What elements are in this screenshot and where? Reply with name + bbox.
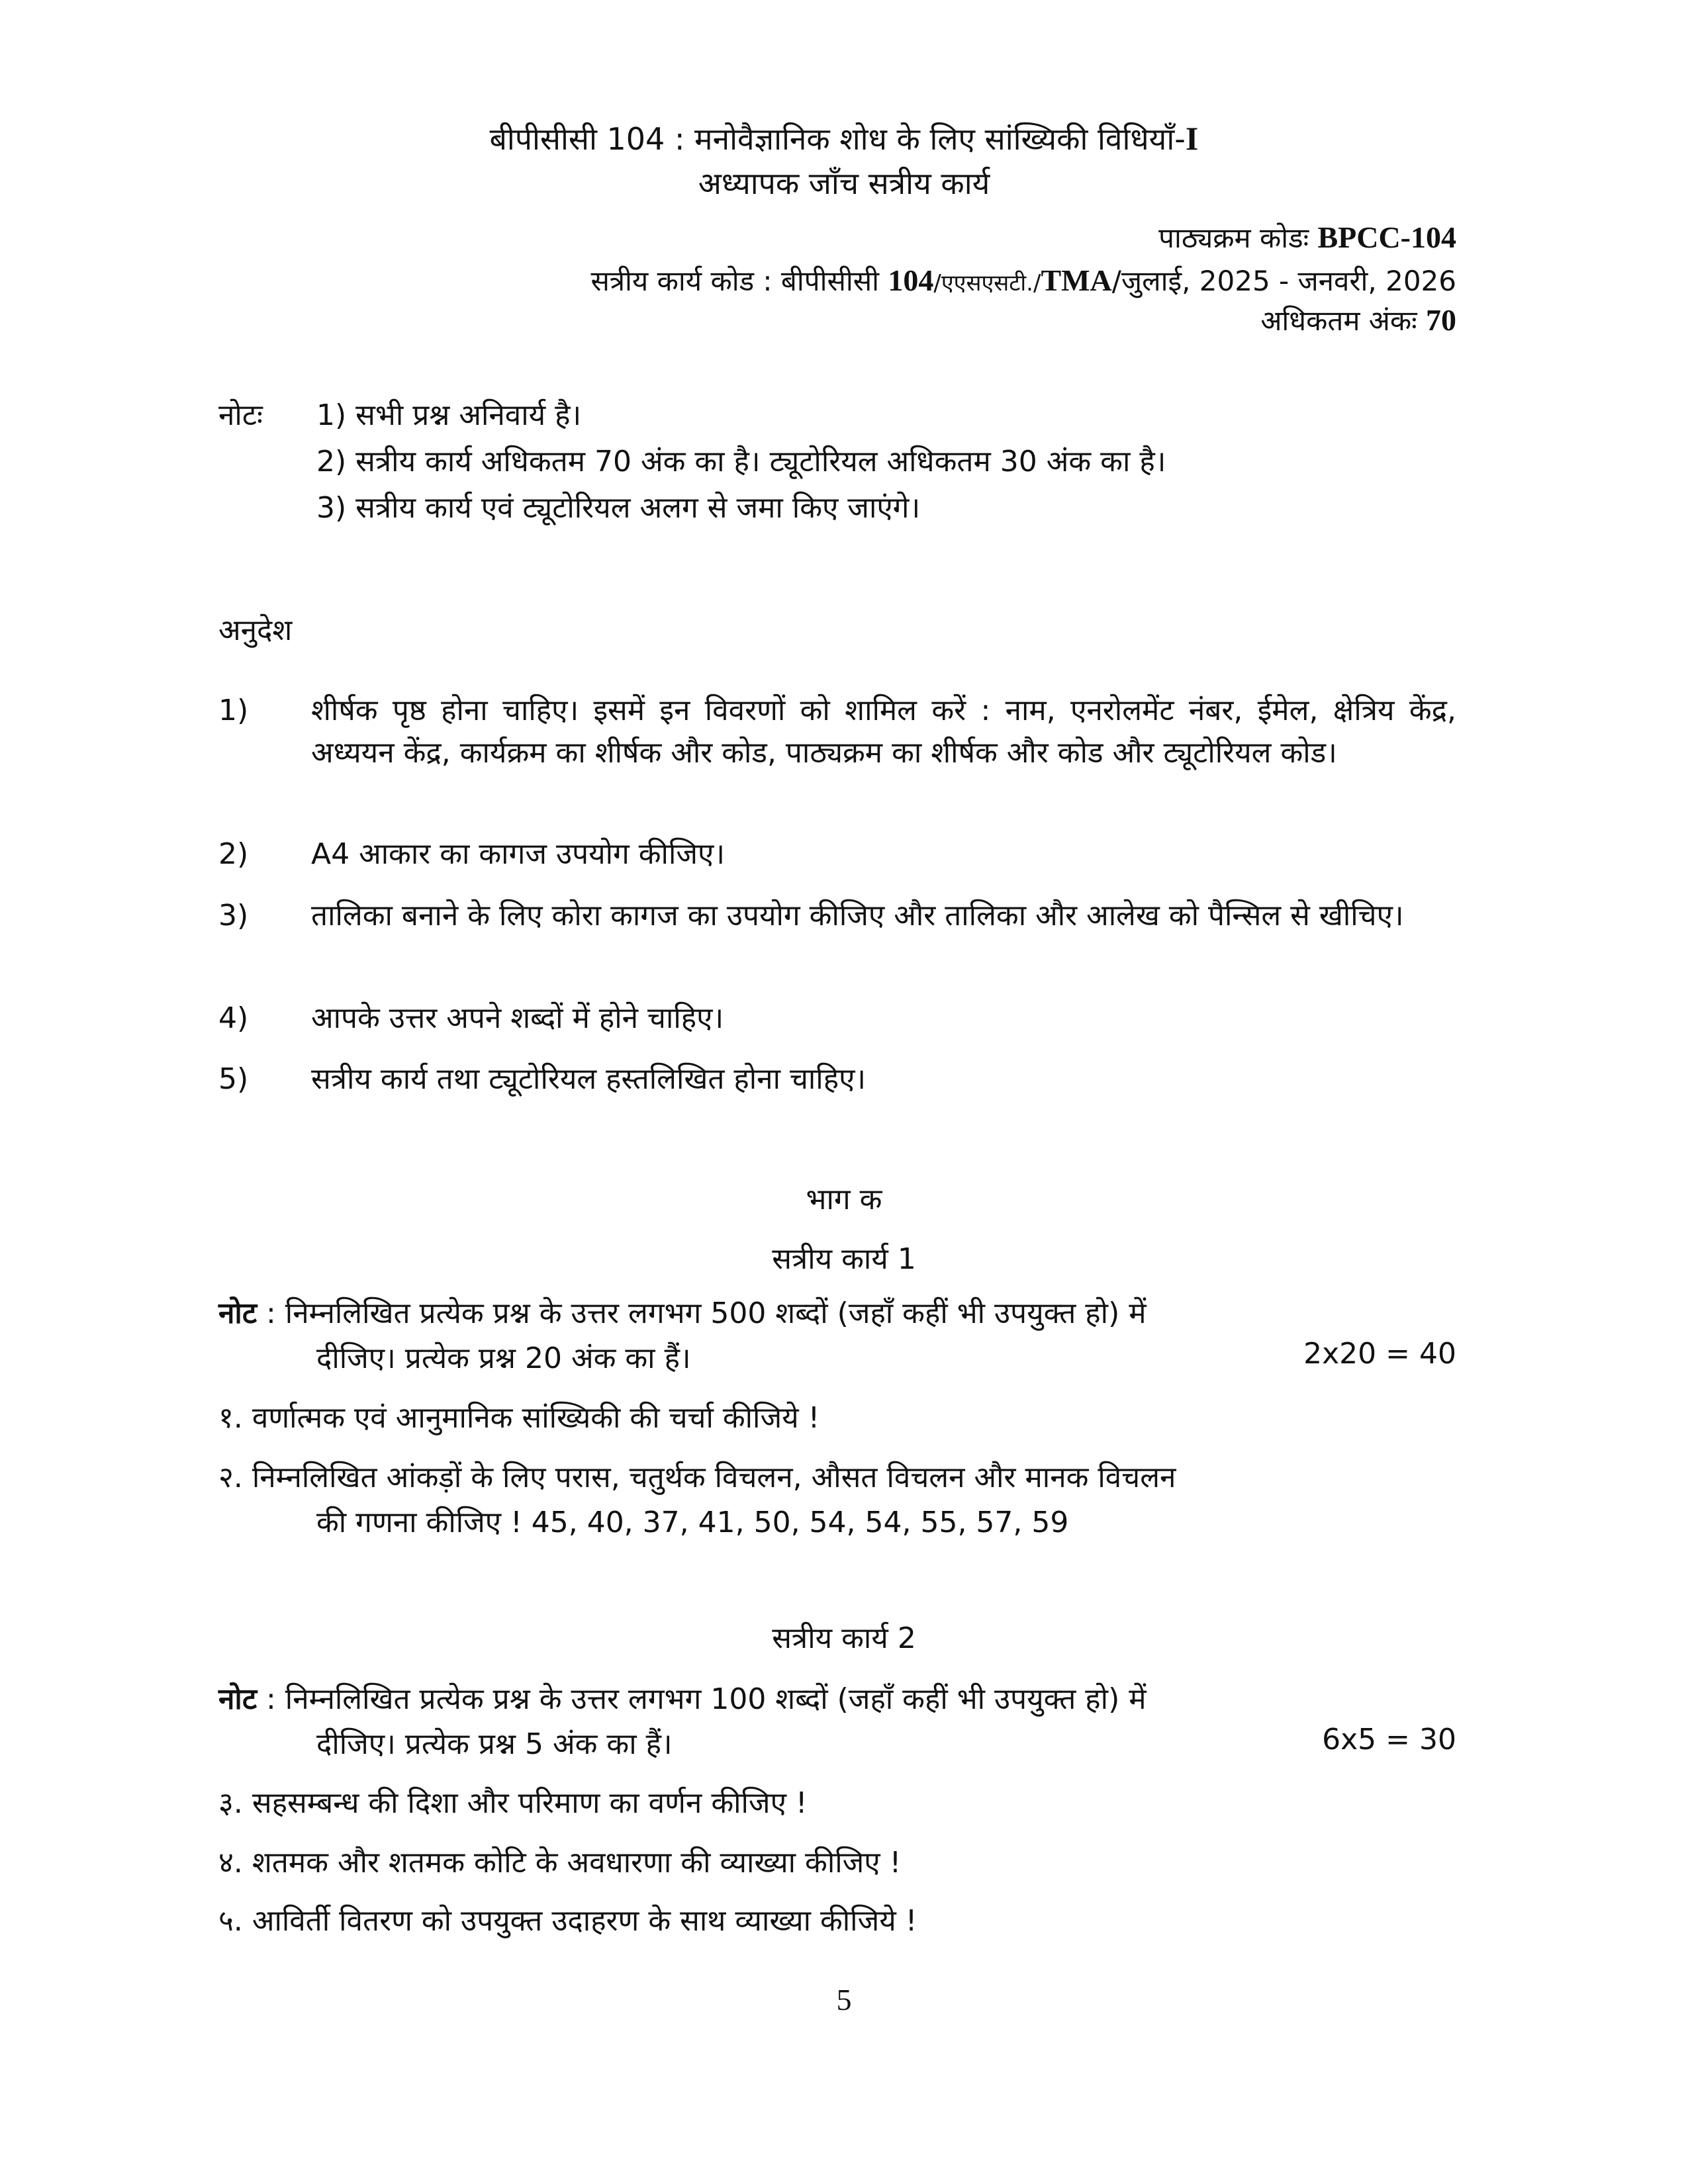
title-text: बीपीसीसी 104 : मनोवैज्ञानिक शोध के लिए सांख्यिकी विधियाँ- [489,121,1186,157]
assignment-1-heading: सत्रीय कार्य 1 [772,1242,916,1276]
assignment-2-marks: 6x5 = 30 [1322,1723,1456,1756]
instruction-number: 4) [218,1001,249,1035]
notes-label: नोटः [218,398,263,432]
assignment-code-number: 104 [888,263,934,297]
note-text: : निम्नलिखित प्रत्येक प्रश्न के उत्तर लगभग 500 शब्दों (जहाँ कहीं भी उपयुक्त हो) में [257,1297,1147,1330]
instruction-text: A4 आकार का कागज उपयोग कीजिए। [311,837,726,871]
assignment-2-heading: सत्रीय कार्य 2 [772,1621,916,1655]
question-5: ५. आविर्ती वितरण को उपयुक्त उदाहरण के साथ व्याख्या कीजिये ! [218,1904,917,1938]
course-code-line [1158,218,1456,256]
note-item: 2) सत्रीय कार्य अधिकतम 70 अंक का है। ट्यूटोरियल अधिकतम 30 अंक का है। [316,445,1166,478]
assignment-1-note-line2: दीजिए। प्रत्येक प्रश्न 20 अंक का हैं। [316,1342,691,1375]
document-title [0,118,1688,159]
title-roman-numeral: I [1185,120,1199,157]
note-label: नोट [218,1297,257,1330]
page-number: 5 [836,1983,852,2017]
assignment-2-note-line2: दीजिए। प्रत्येक प्रश्न 5 अंक का हैं। [316,1727,673,1761]
note-label: नोट [218,1682,257,1716]
instruction-number: 5) [218,1062,249,1096]
question-2: २. निम्नलिखित आंकड़ों के लिए परास, चतुर्थक विचलन, औसत विचलन और मानक विचलन [218,1461,1176,1494]
document-subtitle: अध्यापक जाँच सत्रीय कार्य [698,165,990,201]
instruction-text: तालिका बनाने के लिए कोरा कागज का उपयोग कीजिए और तालिका और आलेख को पैन्सिल से खीचिए। [311,899,1404,933]
question-4: ४. शतमक और शतमक कोटि के अवधारणा की व्याख्या कीजिए ! [218,1846,902,1880]
assignment-1-note [218,1292,1147,1332]
instruction-number: 1) [218,694,249,727]
max-marks-line [1260,301,1456,339]
assignment-code-label: सत्रीय कार्य कोड : बीपीसीसी [590,265,880,297]
note-text: : निम्नलिखित प्रत्येक प्रश्न के उत्तर लगभग 100 शब्दों (जहाँ कहीं भी उपयुक्त हो) में [257,1682,1147,1716]
instruction-number: 3) [218,899,249,933]
assignment-1-marks: 2x20 = 40 [1303,1337,1456,1371]
question-3: ३. सहसम्बन्ध की दिशा और परिमाण का वर्णन कीजिए ! [218,1786,808,1820]
question-2-line2: की गणना कीजिए ! 45, 40, 37, 41, 50, 54, 54, 55, 57, 59 [316,1506,1069,1539]
assignment-code-session: /जुलाई, 2025 - जनवरी, 2026 [1111,265,1456,297]
part-heading: भाग क [806,1183,882,1216]
assignment-code-mid: /एएसएसटी./ [933,270,1041,296]
max-marks-value: 70 [1426,303,1456,337]
assignment-code-line [590,261,1456,299]
instruction-number: 2) [218,837,249,871]
course-code-label: पाठ्यक्रम कोडः [1158,222,1309,254]
question-1: १. वर्णात्मक एवं आनुमानिक सांख्यिकी की चर्चा कीजिये ! [218,1401,820,1435]
note-item: 3) सत्रीय कार्य एवं ट्यूटोरियल अलग से जमा किए जाएंगे। [316,491,921,525]
instruction-text: सत्रीय कार्य तथा ट्यूटोरियल हस्तलिखित होना चाहिए। [311,1062,867,1096]
instruction-text: शीर्षक पृष्ठ होना चाहिए। इसमें इन विवरणों को शामिल करें : नाम, एनरोलमेंट नंबर, ईमेल, क्षेत्रिय केंद्र, अध्ययन केंद्र, कार्यक्रम का शीर्षक और कोड, पाठ्यक्रम का शीर्षक और कोड और ट्यूटोरियल कोड। [311,694,1456,770]
instructions-heading: अनुदेश [218,614,293,647]
course-code-value: BPCC-104 [1317,220,1456,254]
assignment-2-note [218,1678,1147,1717]
instruction-text: आपके उत्तर अपने शब्दों में होने चाहिए। [311,1001,724,1035]
note-item: 1) सभी प्रश्न अनिवार्य है। [316,398,582,432]
assignment-code-tma: TMA [1041,263,1112,297]
max-marks-label: अधिकतम अंकः [1260,304,1417,337]
